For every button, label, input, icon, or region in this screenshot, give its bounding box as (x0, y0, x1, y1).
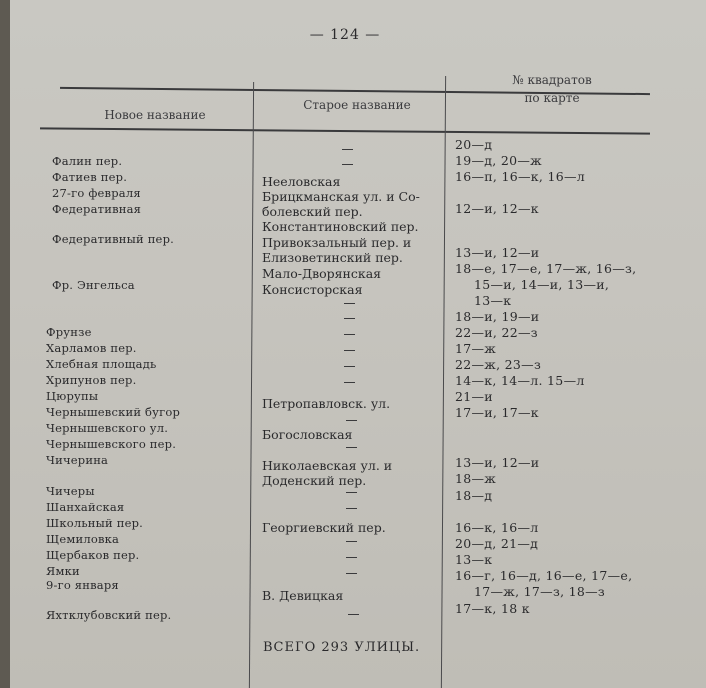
old-name: В. Девицкая (262, 588, 344, 603)
new-name: Чернышевский бугор (46, 405, 181, 419)
square-ref: 22—и, 22—з (455, 325, 538, 340)
square-ref: 18—е, 17—е, 17—ж, 16—з, (455, 261, 637, 276)
empty-dash (344, 334, 355, 335)
square-ref: 16—г, 16—д, 16—е, 17—е, (455, 568, 633, 583)
book-page (10, 0, 706, 688)
square-ref: 13—к (455, 552, 493, 567)
empty-dash (346, 492, 357, 493)
old-name: Богословская (262, 427, 353, 442)
new-name: Федеративная (52, 202, 142, 216)
old-name: Николаевская ул. и (262, 458, 393, 473)
old-name: Нееловская (262, 174, 341, 189)
old-name: Константиновский пер. (262, 219, 419, 234)
empty-dash (348, 614, 359, 615)
new-name: Чичерина (46, 453, 109, 467)
new-name: Фатиев пер. (52, 170, 128, 184)
square-ref: 21—и (455, 389, 493, 404)
header-squares-line1: № квадратов (512, 73, 592, 87)
new-name: 9-го января (46, 578, 119, 592)
empty-dash (346, 557, 357, 558)
new-name: Яхтклубовский пер. (46, 608, 172, 622)
empty-dash (342, 149, 353, 150)
new-name: Фалин пер. (52, 154, 123, 168)
old-name: Елизоветинский пер. (262, 250, 403, 265)
empty-dash (346, 420, 357, 421)
column-divider-1 (249, 82, 254, 688)
square-ref: 17—и, 17—к (455, 405, 539, 420)
square-ref: 13—и, 12—и (455, 455, 540, 470)
old-name: Брицкманская ул. и Со- (262, 189, 420, 204)
empty-dash (346, 573, 357, 574)
new-name: Чичеры (46, 484, 95, 498)
column-divider-2 (441, 76, 446, 688)
square-ref: 18—ж (455, 471, 497, 486)
empty-dash (344, 366, 355, 367)
square-ref: 17—ж (455, 341, 497, 356)
square-ref: 16—к, 16—л (455, 520, 539, 535)
square-ref: 15—и, 14—и, 13—и, (474, 277, 610, 292)
new-name: Харламов пер. (46, 341, 137, 355)
new-name: Чернышевского ул. (46, 421, 169, 435)
empty-dash (344, 303, 355, 304)
header-squares (472, 71, 632, 107)
empty-dash (344, 382, 355, 383)
square-ref: 18—и, 19—и (455, 309, 540, 324)
empty-dash (344, 318, 355, 319)
old-name: Привокзальный пер. и (262, 235, 412, 250)
square-ref: 17—ж, 17—з, 18—з (474, 584, 606, 599)
new-name: Фр. Энгельса (52, 278, 135, 292)
square-ref: 13—к (474, 293, 512, 308)
square-ref: 16—п, 16—к, 16—л (455, 169, 585, 184)
square-ref: 14—к, 14—л. 15—л (455, 373, 585, 388)
new-name: Хрипунов пер. (46, 373, 137, 387)
page-number: — 124 — (309, 27, 381, 43)
old-name: Консисторская (262, 282, 363, 297)
table-header-rule (40, 127, 650, 134)
square-ref: 13—и, 12—и (455, 245, 540, 260)
square-ref: 20—д (455, 137, 493, 152)
empty-dash (346, 541, 357, 542)
empty-dash (346, 447, 357, 448)
empty-dash (342, 164, 353, 165)
old-name: Георгиевский пер. (262, 520, 386, 535)
old-name: Доденский пер. (262, 473, 367, 488)
old-name: Петропавловск. ул. (262, 396, 391, 411)
square-ref: 17—к, 18 к (455, 601, 530, 616)
new-name: Федеративный пер. (52, 232, 174, 246)
new-name: Щербаков пер. (46, 548, 140, 562)
square-ref: 22—ж, 23—з (455, 357, 542, 372)
header-squares-line2: по карте (524, 91, 580, 105)
square-ref: 12—и, 12—к (455, 201, 539, 216)
new-name: Фрунзе (46, 325, 92, 339)
square-ref: 20—д, 21—д (455, 536, 539, 551)
new-name: Чернышевского пер. (46, 437, 177, 451)
new-name: Хлебная площадь (46, 357, 157, 371)
header-old-name: Старое название (303, 98, 411, 112)
empty-dash (346, 508, 357, 509)
empty-dash (344, 350, 355, 351)
new-name: Школьный пер. (46, 516, 144, 530)
old-name: Мало-Дворянская (262, 266, 382, 281)
new-name: 27-го февраля (52, 186, 141, 200)
new-name: Цюрупы (46, 389, 99, 403)
square-ref: 19—д, 20—ж (455, 153, 542, 168)
new-name: Ямки (46, 564, 80, 578)
old-name: болевский пер. (262, 204, 363, 219)
total-streets: ВСЕГО 293 УЛИЦЫ. (263, 640, 421, 655)
square-ref: 18—д (455, 488, 493, 503)
new-name: Щемиловка (46, 532, 120, 546)
new-name: Шанхайская (46, 500, 125, 514)
header-new-name: Новое название (104, 108, 206, 122)
